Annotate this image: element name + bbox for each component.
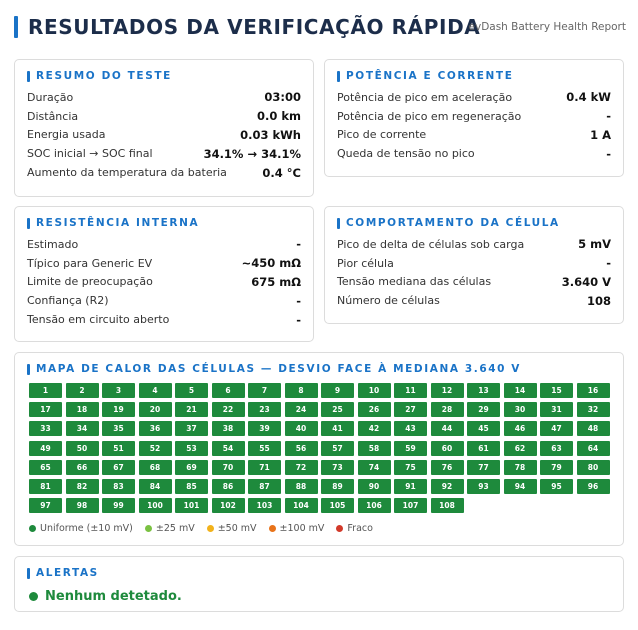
metric-label: Estimado <box>27 237 79 251</box>
heatmap-cell: 100 <box>139 498 172 513</box>
heatmap-cell: 58 <box>358 441 391 456</box>
heatmap-cell: 26 <box>358 402 391 417</box>
cell-behavior-rows <box>337 235 611 310</box>
heatmap-cell: 7 <box>248 383 281 398</box>
legend-item <box>145 523 195 534</box>
metric-value: 0.03 kWh <box>240 127 301 142</box>
card-title: RESUMO DO TESTE <box>36 70 172 82</box>
heatmap-cell: 12 <box>431 383 464 398</box>
heatmap-cell: 79 <box>540 460 573 475</box>
card-title: POTÊNCIA E CORRENTE <box>346 70 514 82</box>
heatmap-cell: 103 <box>248 498 281 513</box>
report-header <box>14 14 626 40</box>
heatmap-cell: 4 <box>139 383 172 398</box>
card-accent-bar <box>27 218 30 229</box>
legend-label: Uniforme (±10 mV) <box>40 523 133 534</box>
heatmap-cell: 29 <box>467 402 500 417</box>
card-header <box>337 70 513 82</box>
heatmap-cell: 53 <box>175 441 208 456</box>
metric-row <box>337 235 611 254</box>
internal-resistance-card <box>14 206 314 342</box>
heatmap-cell: 23 <box>248 402 281 417</box>
heatmap-cell: 16 <box>577 383 610 398</box>
heatmap-cell: 102 <box>212 498 245 513</box>
metric-row <box>27 254 301 273</box>
metric-row <box>337 273 611 292</box>
heatmap-cell: 40 <box>285 421 318 436</box>
metric-value: - <box>296 293 301 308</box>
heatmap-cell: 6 <box>212 383 245 398</box>
heatmap-cell: 69 <box>175 460 208 475</box>
metric-label: Distância <box>27 109 79 123</box>
heatmap-cell: 63 <box>540 441 573 456</box>
metric-value: - <box>296 237 301 252</box>
heatmap-cell: 50 <box>66 441 99 456</box>
metric-value: - <box>296 312 301 327</box>
heatmap-cell: 21 <box>175 402 208 417</box>
heatmap-cell: 34 <box>66 421 99 436</box>
heatmap-cell: 73 <box>321 460 354 475</box>
metric-label: Tensão em circuito aberto <box>27 313 170 327</box>
heatmap-cell: 64 <box>577 441 610 456</box>
heatmap-cell: 59 <box>394 441 427 456</box>
metric-row <box>27 107 301 126</box>
heatmap-cell: 38 <box>212 421 245 436</box>
metric-label: Número de células <box>337 294 440 308</box>
metric-label: Potência de pico em regeneração <box>337 109 522 123</box>
heatmap-cell: 49 <box>29 441 62 456</box>
heatmap-cell: 11 <box>394 383 427 398</box>
card-title: ALERTAS <box>36 567 99 579</box>
report-subtitle: evDash Battery Health Report <box>468 21 626 33</box>
metric-label: Aumento da temperatura da bateria <box>27 166 227 180</box>
card-accent-bar <box>337 218 340 229</box>
heatmap-cell: 91 <box>394 479 427 494</box>
heatmap-cell: 72 <box>285 460 318 475</box>
heatmap-cell: 94 <box>504 479 537 494</box>
heatmap-cell: 60 <box>431 441 464 456</box>
heatmap-cell: 108 <box>431 498 464 513</box>
heatmap-cell: 84 <box>139 479 172 494</box>
heatmap-cell: 46 <box>504 421 537 436</box>
alert-status <box>29 589 182 604</box>
heatmap-cell: 8 <box>285 383 318 398</box>
card-header <box>27 70 172 82</box>
heatmap-cell: 106 <box>358 498 391 513</box>
heatmap-cell: 18 <box>66 402 99 417</box>
card-title: RESISTÊNCIA INTERNA <box>36 217 200 229</box>
cell-behavior-card <box>324 206 624 324</box>
metric-value: 1 A <box>590 127 611 142</box>
metric-row <box>337 144 611 163</box>
heatmap-cell: 82 <box>66 479 99 494</box>
metric-label: Tensão mediana das células <box>337 275 492 289</box>
resistance-rows <box>27 235 301 329</box>
heatmap-cell: 97 <box>29 498 62 513</box>
metric-value: 0.4 kW <box>566 90 611 105</box>
metric-value: - <box>606 256 611 271</box>
metric-value: 108 <box>586 293 611 308</box>
heatmap-cell: 76 <box>431 460 464 475</box>
heatmap-cell: 65 <box>29 460 62 475</box>
metric-label: Pico de delta de células sob carga <box>337 237 525 251</box>
heatmap-cell: 80 <box>577 460 610 475</box>
power-rows <box>337 88 611 163</box>
header-accent-bar <box>14 16 18 38</box>
metric-value: - <box>606 109 611 124</box>
heatmap-legend <box>29 523 385 534</box>
heatmap-cell: 107 <box>394 498 427 513</box>
test-summary-card <box>14 59 314 197</box>
card-accent-bar <box>27 364 30 375</box>
heatmap-cell: 14 <box>504 383 537 398</box>
card-title: COMPORTAMENTO DA CÉLULA <box>346 217 560 229</box>
heatmap-cell: 99 <box>102 498 135 513</box>
heatmap-cell: 3 <box>102 383 135 398</box>
heatmap-cell: 74 <box>358 460 391 475</box>
heatmap-cell: 37 <box>175 421 208 436</box>
card-accent-bar <box>337 71 340 82</box>
heatmap-cell: 52 <box>139 441 172 456</box>
heatmap-cell: 67 <box>102 460 135 475</box>
heatmap-cell: 71 <box>248 460 281 475</box>
legend-dot-icon <box>336 525 343 532</box>
heatmap-cell: 45 <box>467 421 500 436</box>
metric-label: Energia usada <box>27 128 106 142</box>
metric-value: ~450 mΩ <box>241 256 301 271</box>
metric-row <box>337 254 611 273</box>
legend-dot-icon <box>145 525 152 532</box>
metric-label: Queda de tensão no pico <box>337 147 475 161</box>
heatmap-cell: 20 <box>139 402 172 417</box>
legend-dot-icon <box>207 525 214 532</box>
heatmap-cell: 88 <box>285 479 318 494</box>
heatmap-cell: 22 <box>212 402 245 417</box>
metric-label: Pico de corrente <box>337 128 427 142</box>
heatmap-cell: 98 <box>66 498 99 513</box>
card-accent-bar <box>27 71 30 82</box>
metric-row <box>27 144 301 163</box>
heatmap-cell: 28 <box>431 402 464 417</box>
heatmap-cell: 15 <box>540 383 573 398</box>
status-dot-icon <box>29 592 38 601</box>
heatmap-cell: 92 <box>431 479 464 494</box>
heatmap-cell: 57 <box>321 441 354 456</box>
heatmap-cell: 85 <box>175 479 208 494</box>
heatmap-cell: 51 <box>102 441 135 456</box>
metric-row <box>27 291 301 310</box>
metric-label: Potência de pico em aceleração <box>337 90 513 104</box>
heatmap-cell: 31 <box>540 402 573 417</box>
heatmap-cell: 44 <box>431 421 464 436</box>
heatmap-cell: 78 <box>504 460 537 475</box>
card-header <box>337 217 560 229</box>
heatmap-cell: 43 <box>394 421 427 436</box>
heatmap-cell: 61 <box>467 441 500 456</box>
heatmap-cell: 96 <box>577 479 610 494</box>
metric-value: 34.1% → 34.1% <box>203 146 301 161</box>
heatmap-cell: 86 <box>212 479 245 494</box>
card-title: MAPA DE CALOR DAS CÉLULAS — DESVIO FACE À MEDIANA 3.640 V <box>36 363 522 375</box>
heatmap-cell: 2 <box>66 383 99 398</box>
heatmap-cell: 25 <box>321 402 354 417</box>
heatmap-cell: 87 <box>248 479 281 494</box>
heatmap-cell: 41 <box>321 421 354 436</box>
card-header <box>27 363 521 375</box>
heatmap-cell: 81 <box>29 479 62 494</box>
metric-label: SOC inicial → SOC final <box>27 147 153 161</box>
heatmap-cell: 1 <box>29 383 62 398</box>
metric-label: Limite de preocupação <box>27 275 153 289</box>
metric-row <box>27 126 301 145</box>
heatmap-cell: 55 <box>248 441 281 456</box>
alerts-card <box>14 556 624 612</box>
legend-item <box>29 523 133 534</box>
heatmap-cell: 90 <box>358 479 391 494</box>
legend-item <box>269 523 325 534</box>
metric-value: 0.0 km <box>256 109 301 124</box>
metric-label: Típico para Generic EV <box>27 256 153 270</box>
heatmap-cell: 62 <box>504 441 537 456</box>
heatmap-cell: 19 <box>102 402 135 417</box>
legend-label: ±25 mV <box>155 523 195 534</box>
metric-row <box>337 291 611 310</box>
heatmap-cell: 27 <box>394 402 427 417</box>
metric-row <box>337 107 611 126</box>
heatmap-cell: 13 <box>467 383 500 398</box>
heatmap-cell: 93 <box>467 479 500 494</box>
metric-label: Confiança (R2) <box>27 294 109 308</box>
power-current-card <box>324 59 624 177</box>
heatmap-cell: 9 <box>321 383 354 398</box>
heatmap-cell: 10 <box>358 383 391 398</box>
heatmap-cell: 17 <box>29 402 62 417</box>
legend-dot-icon <box>269 525 276 532</box>
legend-item <box>207 523 257 534</box>
card-accent-bar <box>27 568 30 579</box>
metric-value: 3.640 V <box>561 274 611 289</box>
heatmap-cell: 39 <box>248 421 281 436</box>
metric-value: - <box>606 146 611 161</box>
metric-row <box>27 163 301 182</box>
legend-label: Fraco <box>347 523 373 534</box>
heatmap-cell: 105 <box>321 498 354 513</box>
card-header <box>27 567 99 579</box>
metric-row <box>27 310 301 329</box>
heatmap-cell: 48 <box>577 421 610 436</box>
metric-row <box>27 88 301 107</box>
heatmap-cell: 32 <box>577 402 610 417</box>
cell-heatmap-card <box>14 352 624 546</box>
metric-label: Pior célula <box>337 256 394 270</box>
heatmap-cell: 77 <box>467 460 500 475</box>
heatmap-cell: 47 <box>540 421 573 436</box>
legend-dot-icon <box>29 525 36 532</box>
metric-row <box>337 126 611 145</box>
legend-item <box>336 523 373 534</box>
heatmap-cell: 56 <box>285 441 318 456</box>
heatmap-cell: 101 <box>175 498 208 513</box>
heatmap-cell: 33 <box>29 421 62 436</box>
heatmap-cell: 54 <box>212 441 245 456</box>
metric-row <box>337 88 611 107</box>
alert-message: Nenhum detetado. <box>45 589 182 604</box>
heatmap-cell: 70 <box>212 460 245 475</box>
heatmap-cell: 42 <box>358 421 391 436</box>
heatmap-cell: 66 <box>66 460 99 475</box>
metric-label: Duração <box>27 90 74 104</box>
heatmap-cell: 89 <box>321 479 354 494</box>
heatmap-cell: 35 <box>102 421 135 436</box>
metric-value: 5 mV <box>578 237 611 252</box>
metric-row <box>27 273 301 292</box>
card-header <box>27 217 199 229</box>
heatmap-cell: 75 <box>394 460 427 475</box>
summary-rows <box>27 88 301 182</box>
metric-value: 675 mΩ <box>251 274 301 289</box>
metric-value: 0.4 °C <box>262 165 301 180</box>
heatmap-cell: 5 <box>175 383 208 398</box>
heatmap-cell: 36 <box>139 421 172 436</box>
heatmap-cell: 83 <box>102 479 135 494</box>
metric-value: 03:00 <box>264 90 301 105</box>
heatmap-cell: 68 <box>139 460 172 475</box>
heatmap-cell: 104 <box>285 498 318 513</box>
legend-label: ±100 mV <box>279 523 325 534</box>
heatmap-cell: 95 <box>540 479 573 494</box>
heatmap-cell: 24 <box>285 402 318 417</box>
legend-label: ±50 mV <box>217 523 257 534</box>
metric-row <box>27 235 301 254</box>
page-title: RESULTADOS DA VERIFICAÇÃO RÁPIDA <box>28 15 481 39</box>
heatmap-cell: 30 <box>504 402 537 417</box>
